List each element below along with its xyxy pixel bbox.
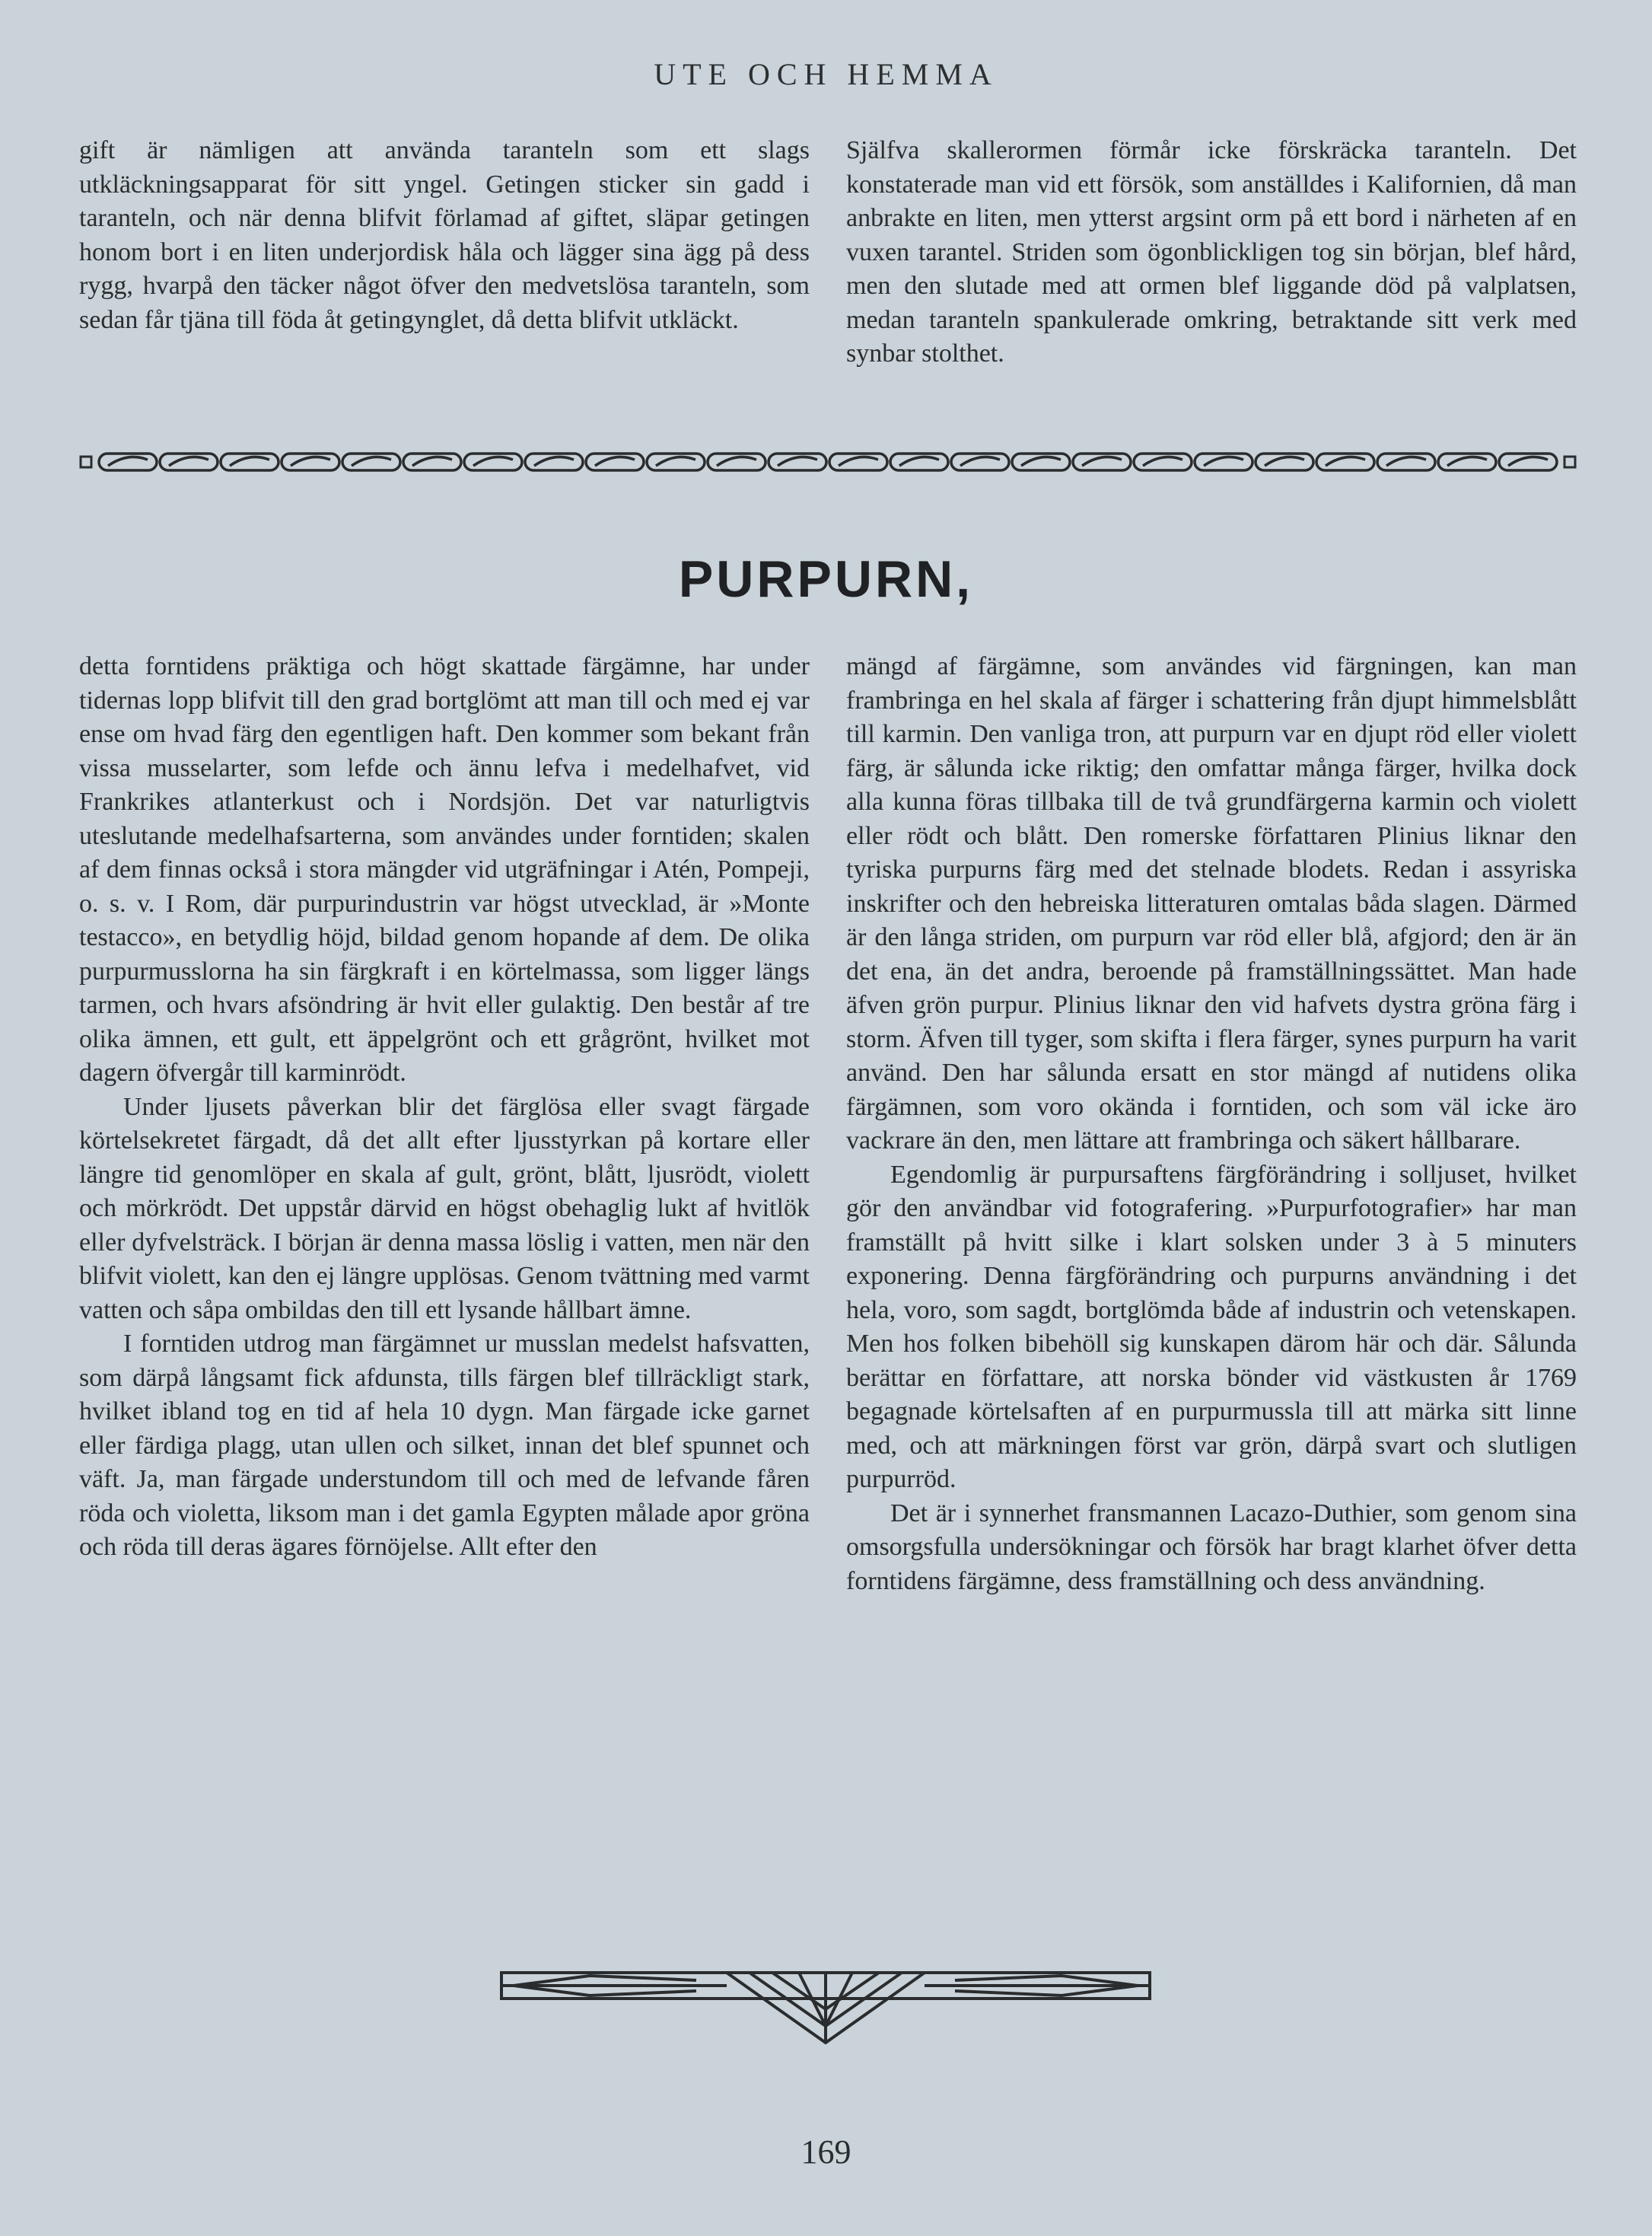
chain-link-twist [534,457,574,466]
paragraph: Det är i synnerhet fransmannen Lacazo-Duthier, som genom sina omsorgsfulla undersökningar och försök har bragt klarhet öfver detta forntidens färgämne, dess framställning och dess användning. [846,1499,1577,1595]
ornamental-tailpiece [498,1957,1153,2047]
chain-link-twist [899,457,939,466]
paragraph: Under ljusets påverkan blir det färglösa eller svagt färgade körtelsekretet färgadt, då det allt efter ljusstyrkan på kortare eller längre tid genomlöper en skala af gult, grönt, blått, ljusrödt, violett och mörkrödt. Det uppstår därvid en högst obehaglig lukt af hvitlök eller dyfvelsträck. I början är denna massa löslig i vatten, men när den blifvit violett, kan den ej längre upplösas. Genom tvättning med varmt vatten och såpa ombildas den till ett lysande hållbart ämne. [79,1092,810,1324]
chain-link-twist [473,457,513,466]
chain-link-twist [230,457,269,466]
chain-link-twist [1508,457,1548,466]
paragraph: I forntiden utdrog man färgämnet ur musslan medelst hafsvatten, som därpå långsamt fick afdunsta, tills färgen blef tillräckligt stark, hvilket ibland tog en tid af hela 10 dygn. Man färgade icke garnet eller färdiga plagg, utan ullen och silket, innan det blef spunnet och väft. Ja, man färgade understundom till och med de lefvande fåren röda och violetta, liksom man i det gamla Egypten målade apor gröna och röda till deras ägares förnöjelse. Allt efter den [79,1330,810,1561]
article-left-column [79,650,810,1565]
chain-link-twist [717,457,756,466]
article-right-column [846,650,1577,1598]
chain-link-twist [1204,457,1243,466]
chain-link-twist [1265,457,1304,466]
chain-link-twist [352,457,391,466]
article-title: PURPURN, [678,550,974,608]
chain-link-twist [1082,457,1122,466]
page-number: 169 [801,2133,851,2171]
chain-link-twist [412,457,452,466]
chain-link-twist [656,457,695,466]
chain-link-twist [1326,457,1365,466]
chain-link-twist [1021,457,1061,466]
running-head: UTE OCH HEMMA [654,57,998,91]
chain-link-twist [839,457,878,466]
chain-link-twist [1447,457,1487,466]
chain-link-twist [778,457,817,466]
chain-link-twist [960,457,1000,466]
paragraph: Själfva skallerormen förmår icke förskräcka taranteln. Det konstaterade man vid ett försök, som anställdes i Kalifornien, då man anbrakte en liten, men ytterst argsint orm på ett bord i närheten af en vuxen tarantel. Striden som ögonblickligen tog sin början, blef hård, men den slutade med att ormen blef liggande död på valplatsen, medan taranteln spankulerade omkring, betraktande sitt verk med synbar stolthet. [846,136,1577,368]
chain-link-twist [1386,457,1426,466]
paragraph: Egendomlig är purpursaftens färgförändring i solljuset, hvilket gör den användbar vid fotografering. »Purpurfotografier» har man framställt på hvitt silke i klart solsken under 3 à 5 minuters exponering. Denna färgförändring och purpurns användning i det hela, voro, som sagdt, bortglömda både af industrin och vetenskapen. Men hos folken bibehöll sig kunskapen därom här och där. Sålunda berättar en författare, att norska bönder vid västkusten år 1769 begagnade körtelsaften af en purpurmussla till att märka sitt linne med, och att märkningen först var grön, därpå svart och slutligen purpurröd. [846,1160,1577,1493]
decorative-chain-border [79,451,1577,475]
chain-link-twist [169,457,208,466]
paragraph: mängd af färgämne, som användes vid färgningen, kan man frambringa en hel skala af färger i schattering från djupt himmelsblått till karmin. Den vanliga tron, att purpurn var en djupt röd eller violett färg, är sålunda icke riktig; den omfattar många färger, hvilka dock alla kunna föras tillbaka till de två grundfärgerna karmin och violett eller rödt och blått. Den romerske författaren Plinius liknar den tyriska purpurns färg med det stelnade blodets. Redan i assyriska inskrifter och den hebreiska litteraturen omtalas båda slagen. Därmed är den långa striden, om purpurn var röd eller blå, afgjord; den är än det ena, än det andra, beroende på framställningssättet. Man hade äfven grön purpur. Plinius liknar den vid hafvets dystra gröna färg i storm. Äfven till tyger, som skifta i flera färger, synes purpurn ha varit använd. Den har sålunda ersatt en stor mängd af nutidens olika färgämnen, som voro okända i forntiden, och som väl icke äro vackrare än den, men lättare att frambringa och säkert hållbarare. [846,652,1577,1155]
chain-link-twist [595,457,635,466]
top-left-column [79,134,810,337]
chain-link-twist [1143,457,1183,466]
paragraph: gift är nämligen att använda taranteln som ett slags utkläckningsapparat för sitt yngel. Getingen sticker sin gadd i taranteln, och när denna blifvit förlamad af giftet, släpar getingen honom bort i en liten underjordisk håla och lägger sina ägg på dess rygg, hvarpå den täcker något öfver den medvetslösa taranteln, som sedan får tjäna till föda åt getingynglet, då detta blifvit utkläckt. [79,136,810,334]
paragraph: detta forntidens präktiga och högt skattade färgämne, har under tidernas lopp blifvit till den grad bortglömt att man till och med ej var ense om hvad färg den egentligen haft. Den kommer som bekant från vissa musselarter, som lefde och ännu lefva i medelhafvet, vid Frankrikes atlanterkust och i Nordsjön. Det var naturligtvis uteslutande medelhafsarterna, som användes under forntiden; skalen af dem finnas också i stora mängder vid utgräfningar i Atén, Pompeji, o. s. v. I Rom, där purpurindustrin var högst utvecklad, är »Monte testacco», en betydlig höjd, bildad genom hopande af dem. De olika purpurmusslorna ha sin färgkraft i en körtelmassa, som ligger längs tarmen, och hvars afsöndring är hvit eller gulaktig. Den består af tre olika ämnen, ett gult, ett äppelgrönt och ett grågrönt, hvilket mot dagern öfvergår till karminrödt. [79,652,810,1087]
chain-link-twist [108,457,148,466]
top-right-column [846,134,1577,371]
chain-link-twist [291,457,330,466]
